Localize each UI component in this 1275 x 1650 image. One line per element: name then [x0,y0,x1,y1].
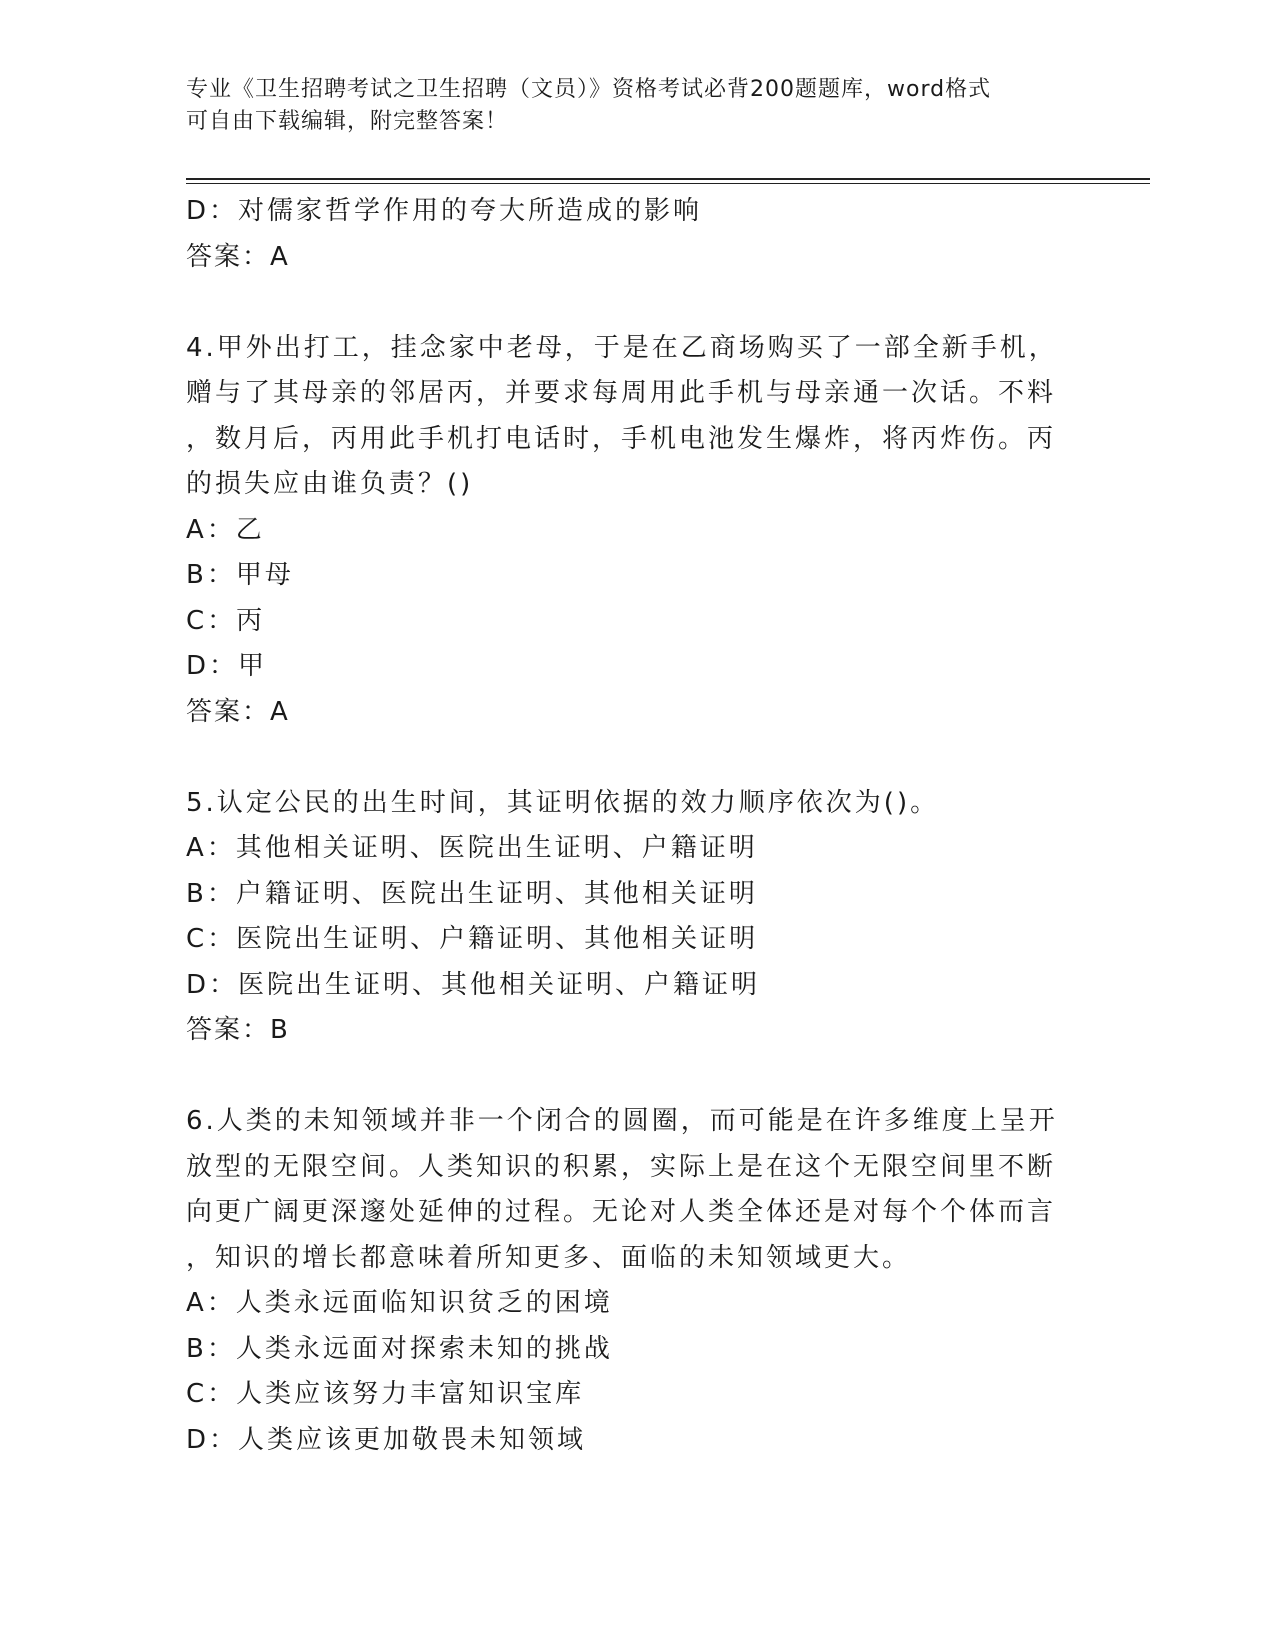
page-content [186,189,1066,1463]
question-6 [186,1099,1066,1463]
question-text-line: ，数月后，丙用此手机打电话时，手机电池发生爆炸，将丙炸伤。丙 [186,423,1057,454]
answer-line: 答案：A [186,696,290,727]
header-divider-thick [186,178,1150,180]
question-4 [186,326,1066,736]
question-text-line: 放型的无限空间。人类知识的积累，实际上是在这个无限空间里不断 [186,1151,1057,1182]
spacer [186,280,1066,326]
option-a: A：乙 [186,514,265,545]
spacer [186,1054,1066,1100]
option-b: B：甲母 [186,560,294,590]
answer-line: 答案：B [186,1015,290,1045]
option-d: D：甲 [186,651,268,681]
answer-line: 答案：A [186,241,290,272]
question-text-line: ，知识的增长都意味着所知更多、面临的未知领域更大。 [186,1242,912,1273]
question-text-line: 赠与了其母亲的邻居丙，并要求每周用此手机与母亲通一次话。不料 [186,378,1057,408]
option-d: D：对儒家哲学作用的夸大所造成的影响 [186,196,703,226]
header-divider-thin [186,183,1150,184]
header-line-2: 可自由下载编辑，附完整答案！ [186,109,509,134]
option-d: D：医院出生证明、其他相关证明、户籍证明 [186,969,761,1000]
option-c: C：丙 [186,605,266,636]
document-header [186,74,1066,138]
question-text-line: 向更广阔更深邃处延伸的过程。无论对人类全体还是对每个个体而言 [186,1197,1057,1227]
question-text-line: 6.人类的未知领域并非一个闭合的圆圈，而可能是在许多维度上呈开 [186,1106,1058,1136]
option-b: B：户籍证明、医院出生证明、其他相关证明 [186,878,758,909]
option-a: A：其他相关证明、医院出生证明、户籍证明 [186,833,758,863]
option-b: B：人类永远面对探索未知的挑战 [186,1333,613,1364]
option-c: C：人类应该努力丰富知识宝库 [186,1379,585,1409]
option-c: C：医院出生证明、户籍证明、其他相关证明 [186,924,759,954]
question-5 [186,781,1066,1054]
question-text-line: 的损失应由谁负责？() [186,469,474,499]
question-text-line: 5.认定公民的出生时间，其证明依据的效力顺序依次为()。 [186,787,940,818]
option-d: D：人类应该更加敬畏未知领域 [186,1424,587,1455]
header-line-1: 专业《卫生招聘考试之卫生招聘（文员）》资格考试必背200题题库，word格式 [186,77,992,102]
question-text-line: 4.甲外出打工，挂念家中老母，于是在乙商场购买了一部全新手机， [186,332,1058,363]
option-a: A：人类永远面临知识贫乏的困境 [186,1288,613,1318]
spacer [186,735,1066,781]
